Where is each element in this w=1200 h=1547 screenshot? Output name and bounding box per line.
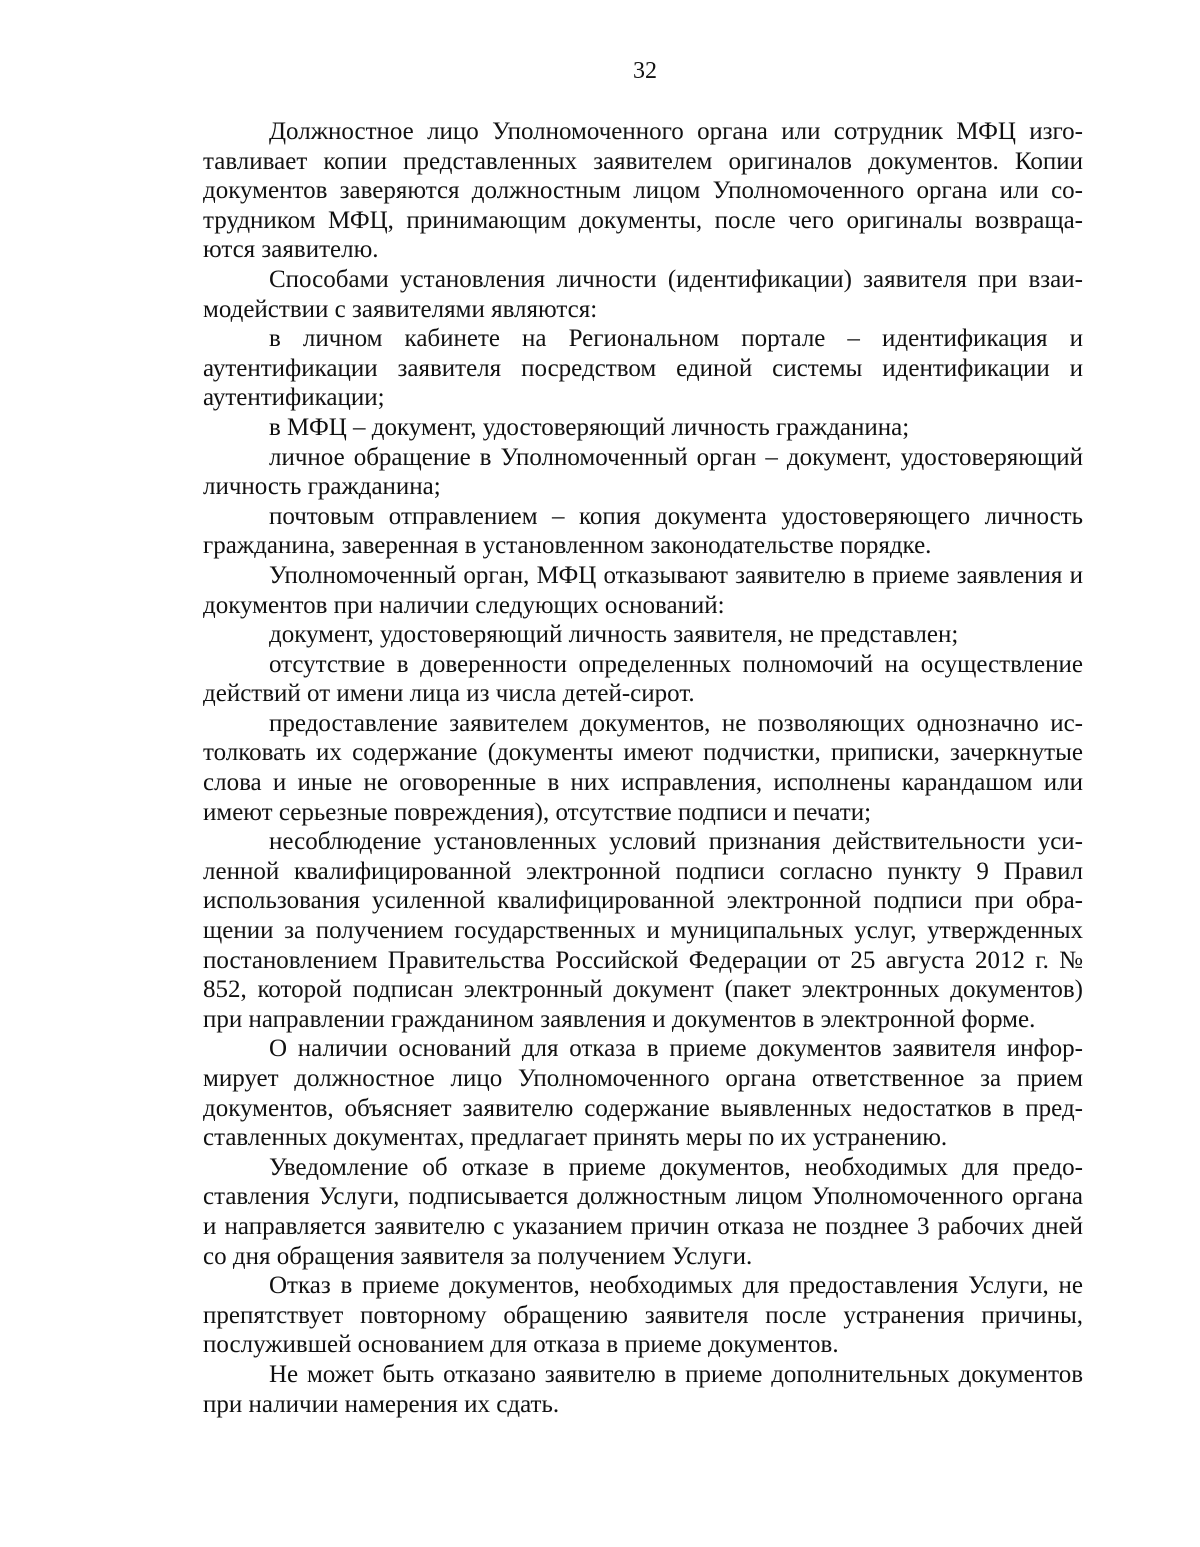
document-body	[203, 117, 1083, 1419]
page-number: 32	[633, 58, 657, 84]
paragraph-7: Уполномоченный орган, МФЦ отказывают заявителю в приеме заявления и документов при наличии следующих оснований:	[203, 561, 1083, 619]
paragraph-10: предоставление заявителем документов, не позволяющих однозначно истолковать их содержание (документы имеют подчистки, приписки, зачеркнутые слова и иные не оговоренные в них исправления, исполнены карандашом или имеют серьезные повреждения), отсутствие подписи и печати;	[203, 709, 1083, 826]
paragraph-1: Должностное лицо Уполномоченного органа или сотрудник МФЦ изготавливает копии представленных заявителем оригиналов документов. Копии документов заверяются должностным лицом Уполномоченного органа или сотрудником МФЦ, принимающим документы, после чего оригиналы возвращаются заявителю.	[203, 118, 1083, 264]
paragraph-8: документ, удостоверяющий личность заявителя, не представлен;	[269, 621, 959, 649]
paragraph-5: личное обращение в Уполномоченный орган – документ, удостоверяющий личность гражданина;	[203, 443, 1083, 501]
paragraph-14: Отказ в приеме документов, необходимых для предоставления Услуги, не препятствует повторному обращению заявителя после устранения причины, послужившей основанием для отказа в приеме документов.	[203, 1272, 1083, 1359]
paragraph-12: О наличии оснований для отказа в приеме документов заявителя информирует должностное лицо Уполномоченного органа ответственное за прием документов, объясняет заявителю содержание выявленных недостатков в представленных документах, предлагает принять меры по их устранению.	[203, 1035, 1083, 1152]
paragraph-15: Не может быть отказано заявителю в приеме дополнительных документов при наличии намерения их сдать.	[203, 1360, 1083, 1418]
paragraph-6: почтовым отправлением – копия документа удостоверяющего личность гражданина, заверенная в установленном законодательстве порядке.	[203, 502, 1083, 560]
paragraph-11: несоблюдение установленных условий признания действительности усиленной квалифицированной электронной подписи согласно пункту 9 Правил использования усиленной квалифицированной электронной подписи при обращении за получением государственных и муниципальных услуг, утвержденных постановлением Правительства Российской Федерации от 25 августа 2012 г. № 852, которой подписан электронный документ (пакет электронных документов) при направлении гражданином заявления и документов в электронной форме.	[203, 828, 1083, 1033]
paragraph-4: в МФЦ – документ, удостоверяющий личность гражданина;	[269, 413, 910, 441]
paragraph-2: Способами установления личности (идентификации) заявителя при взаимодействии с заявителями являются:	[203, 265, 1083, 323]
paragraph-3: в личном кабинете на Региональном портале – идентификация и аутентификации заявителя посредством единой системы идентификации и аутентификации;	[203, 325, 1083, 412]
paragraph-13: Уведомление об отказе в приеме документов, необходимых для предоставления Услуги, подписывается должностным лицом Уполномоченного органа и направляется заявителю с указанием причин отказа не позднее 3 рабочих дней со дня обращения заявителя за получением Услуги.	[203, 1153, 1083, 1270]
paragraph-9: отсутствие в доверенности определенных полномочий на осуществление действий от имени лица из числа детей-сирот.	[203, 650, 1083, 708]
